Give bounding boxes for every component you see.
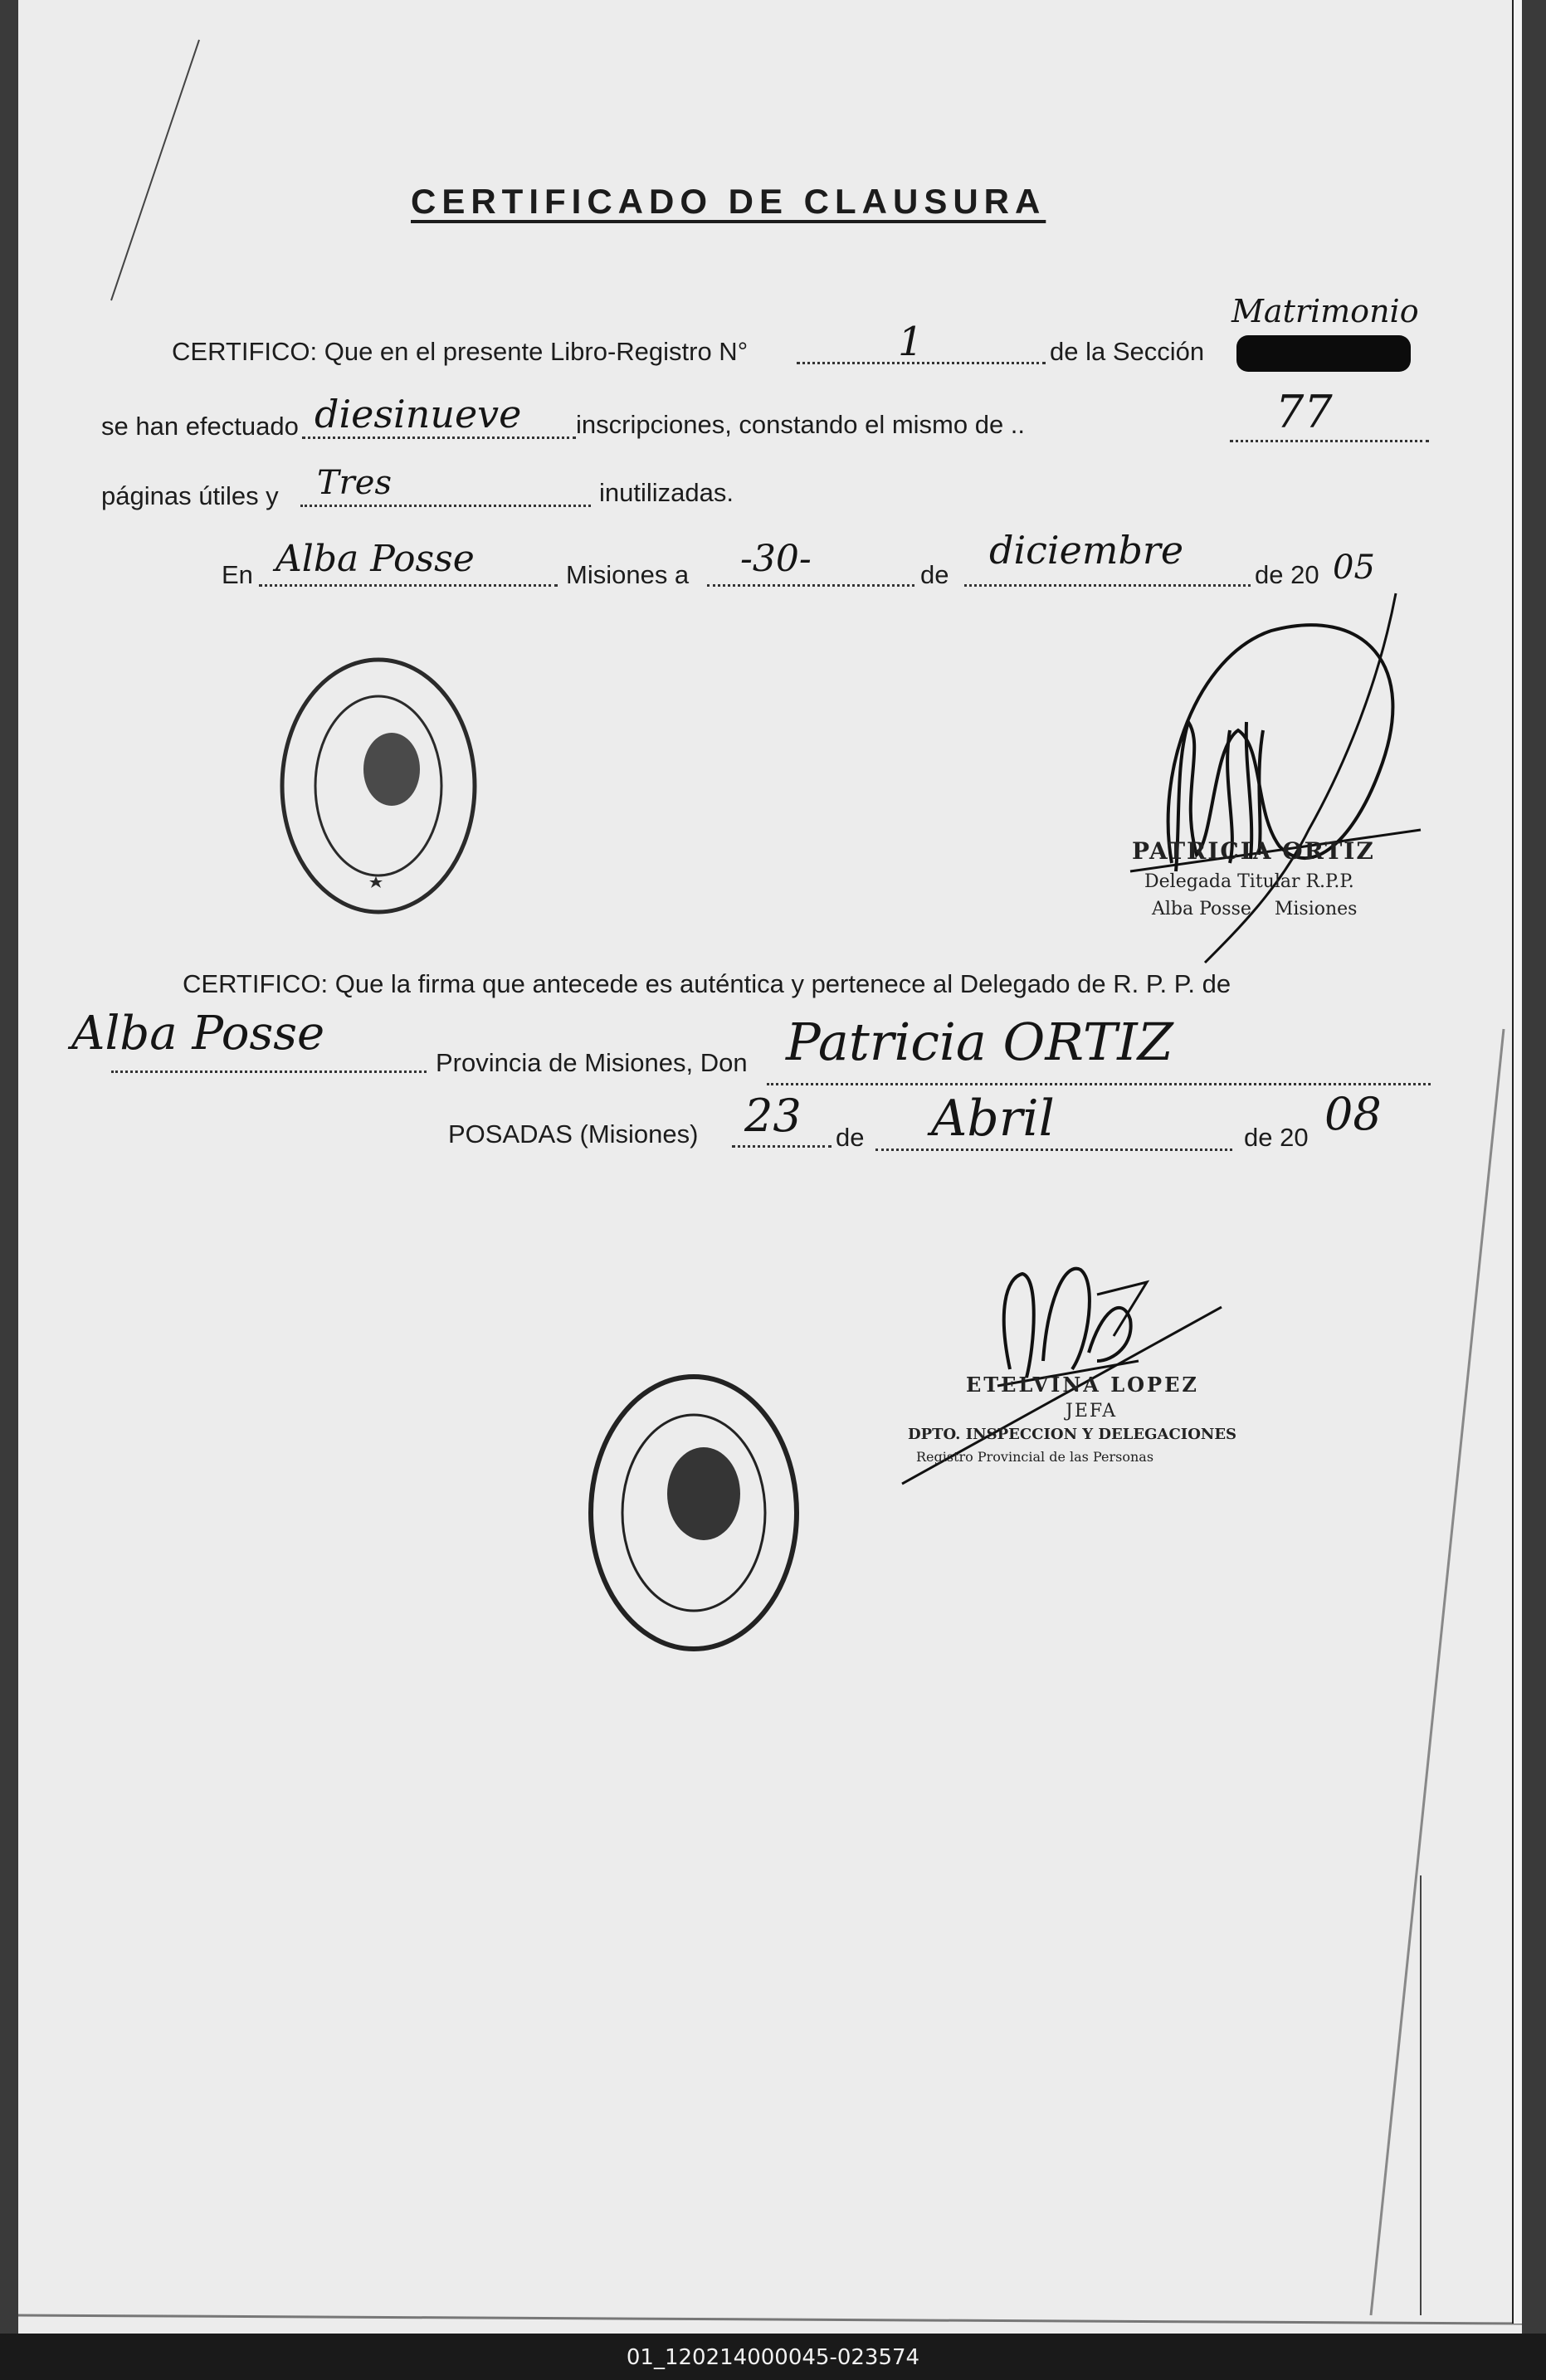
day1-handwritten: -30- bbox=[740, 538, 812, 580]
document-page bbox=[18, 0, 1522, 2334]
signature-1-role: Delegada Titular R.P.P. bbox=[1144, 871, 1354, 892]
para2-line1: CERTIFICO: Que la firma que antecede es auténtica y pertenece al Delegado de R. P. P. de bbox=[183, 969, 1231, 998]
certificate-title: CERTIFICADO DE CLAUSURA bbox=[411, 182, 1046, 221]
para1-line1-mid: de la Sección bbox=[1050, 337, 1205, 366]
signature-2-dept: DPTO. INSPECCION Y DELEGACIONES bbox=[908, 1426, 1237, 1443]
place1-handwritten: Alba Posse bbox=[276, 538, 475, 580]
year2-handwritten: 08 bbox=[1324, 1088, 1382, 1140]
signature-1-place: Alba Posse Misiones bbox=[1152, 899, 1358, 919]
date2-de-label: de bbox=[836, 1123, 865, 1152]
section-handwritten: Matrimonio bbox=[1231, 293, 1419, 329]
para1-line3-prefix: páginas útiles y bbox=[101, 481, 279, 510]
signature-2-role: JEFA bbox=[1066, 1401, 1118, 1422]
scan-caption: 01_120214000045-023574 bbox=[626, 2345, 920, 2370]
pages-handwritten: 77 bbox=[1275, 386, 1333, 438]
signature-1-name: PATRICIA ORTIZ bbox=[1132, 837, 1375, 865]
book-number-handwritten: 1 bbox=[898, 319, 924, 365]
signature-2-org: Registro Provincial de las Personas bbox=[916, 1449, 1154, 1465]
count-handwritten: diesinueve bbox=[315, 392, 522, 436]
date1-de-label: de bbox=[920, 560, 949, 589]
name2-handwritten: Patricia ORTIZ bbox=[786, 1012, 1173, 1072]
year1-prefix: de 20 bbox=[1255, 560, 1319, 589]
unused-handwritten: Tres bbox=[317, 464, 392, 502]
seal-2 bbox=[18, 0, 1522, 2334]
month2-handwritten: Abril bbox=[931, 1090, 1055, 1148]
month1-handwritten: diciembre bbox=[989, 528, 1184, 573]
place1-en-label: En bbox=[222, 560, 253, 589]
scan-caption-bar bbox=[0, 2334, 1546, 2380]
posadas-label: POSADAS (Misiones) bbox=[448, 1119, 699, 1149]
para1-line2-prefix: se han efectuado bbox=[101, 412, 299, 441]
year2-prefix: de 20 bbox=[1244, 1123, 1309, 1152]
para1-line2-mid: inscripciones, constando el mismo de .. bbox=[576, 410, 1026, 439]
para1-line1-prefix: CERTIFICO: Que en el presente Libro-Registro N° bbox=[172, 337, 749, 366]
para1-line3-suffix: inutilizadas. bbox=[599, 478, 734, 507]
signature-2-name: ETELVINA LOPEZ bbox=[966, 1373, 1199, 1397]
day2-handwritten: 23 bbox=[744, 1090, 802, 1142]
place1-misiones-label: Misiones a bbox=[566, 560, 690, 589]
year1-handwritten: 05 bbox=[1333, 549, 1375, 587]
adjacent-page-edge bbox=[1512, 0, 1522, 2324]
para2-line2-mid: Provincia de Misiones, Don bbox=[436, 1048, 748, 1077]
place2-handwritten: Alba Posse bbox=[71, 1007, 325, 1061]
